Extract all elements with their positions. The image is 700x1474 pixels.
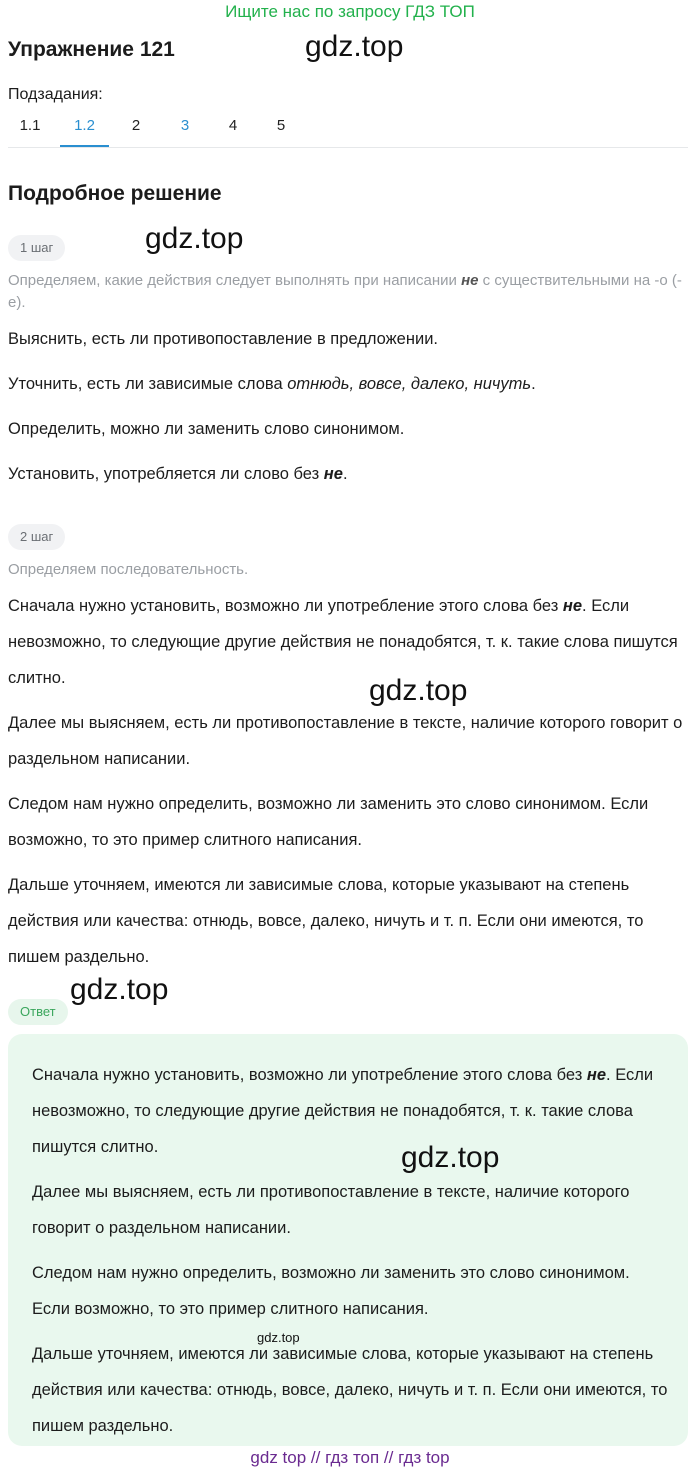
tab-1-2[interactable]: 1.2 <box>60 108 109 147</box>
top-banner: Ищите нас по запросу ГДЗ ТОП <box>225 2 475 21</box>
step-1-line-1: Выяснить, есть ли противопоставление в предложении. <box>8 330 438 348</box>
step-2-hint: Определяем последовательность. <box>8 561 249 578</box>
step-1-line-4: Установить, употребляется ли слово без не. <box>8 465 348 483</box>
watermark-small: gdz.top <box>257 1330 300 1345</box>
step-2-badge: 2 шаг <box>8 524 65 550</box>
watermark: gdz.top <box>369 674 468 707</box>
watermark: gdz.top <box>145 222 244 255</box>
step-2-paragraph-3: Следом нам нужно определить, возможно ли заменить это слово синонимом. Если возможно, то это пример слитного написания. <box>8 795 649 849</box>
footer-watermark: gdz top // гдз топ // гдз top <box>250 1448 450 1467</box>
page-title: Упражнение 121 <box>8 38 175 61</box>
tab-4[interactable]: 4 <box>228 117 238 134</box>
step-2-paragraph-4: Дальше уточняем, имеются ли зависимые слова, которые указывают на степень действия или качества: отнюдь, вовсе, далеко, ничуть и т. п. Если они имеются, то пишем раздельно. <box>8 876 644 966</box>
watermark: gdz.top <box>305 30 404 63</box>
section-title: Подробное решение <box>8 182 222 205</box>
tab-1-1[interactable]: 1.1 <box>19 117 41 134</box>
watermark: gdz.top <box>70 973 169 1006</box>
step-1-line-3: Определить, можно ли заменить слово синонимом. <box>8 420 405 438</box>
step-2-paragraph-1: Сначала нужно установить, возможно ли употребление этого слова без не. Если невозможно, то следующие другие действия не понадобятся, т. к. такие слова пишутся слитно. <box>8 597 678 687</box>
subtask-tabs <box>8 108 688 148</box>
answer-paragraph-2: Далее мы выясняем, есть ли противопоставление в тексте, наличие которого говорит о раздельном написании. <box>32 1183 630 1237</box>
tab-5[interactable]: 5 <box>276 117 286 134</box>
answer-badge: Ответ <box>8 999 68 1025</box>
step-2-paragraph-2: Далее мы выясняем, есть ли противопоставление в тексте, наличие которого говорит о раздельном написании. <box>8 714 683 768</box>
tab-2[interactable]: 2 <box>131 117 141 134</box>
answer-paragraph-3: Следом нам нужно определить, возможно ли заменить это слово синонимом. Если возможно, то это пример слитного написания. <box>32 1264 630 1318</box>
step-1-hint: Определяем, какие действия следует выполнять при написании не с существительными на -о (-е). <box>8 272 682 311</box>
subtasks-label: Подзадания: <box>8 86 103 103</box>
tab-3[interactable]: 3 <box>180 117 190 134</box>
watermark: gdz.top <box>401 1141 500 1174</box>
answer-paragraph-1: Сначала нужно установить, возможно ли употребление этого слова без не. Если невозможно, то следующие другие действия не понадобятся, т. к. такие слова пишутся слитно. <box>32 1066 654 1156</box>
step-1-line-2: Уточнить, есть ли зависимые слова отнюдь, вовсе, далеко, ничуть. <box>8 375 536 393</box>
answer-paragraph-4: Дальше уточняем, имеются ли зависимые слова, которые указывают на степень действия или качества: отнюдь, вовсе, далеко, ничуть и т. п. Если они имеются, то пишем раздельно. <box>32 1345 668 1435</box>
step-1-badge: 1 шаг <box>8 235 65 261</box>
